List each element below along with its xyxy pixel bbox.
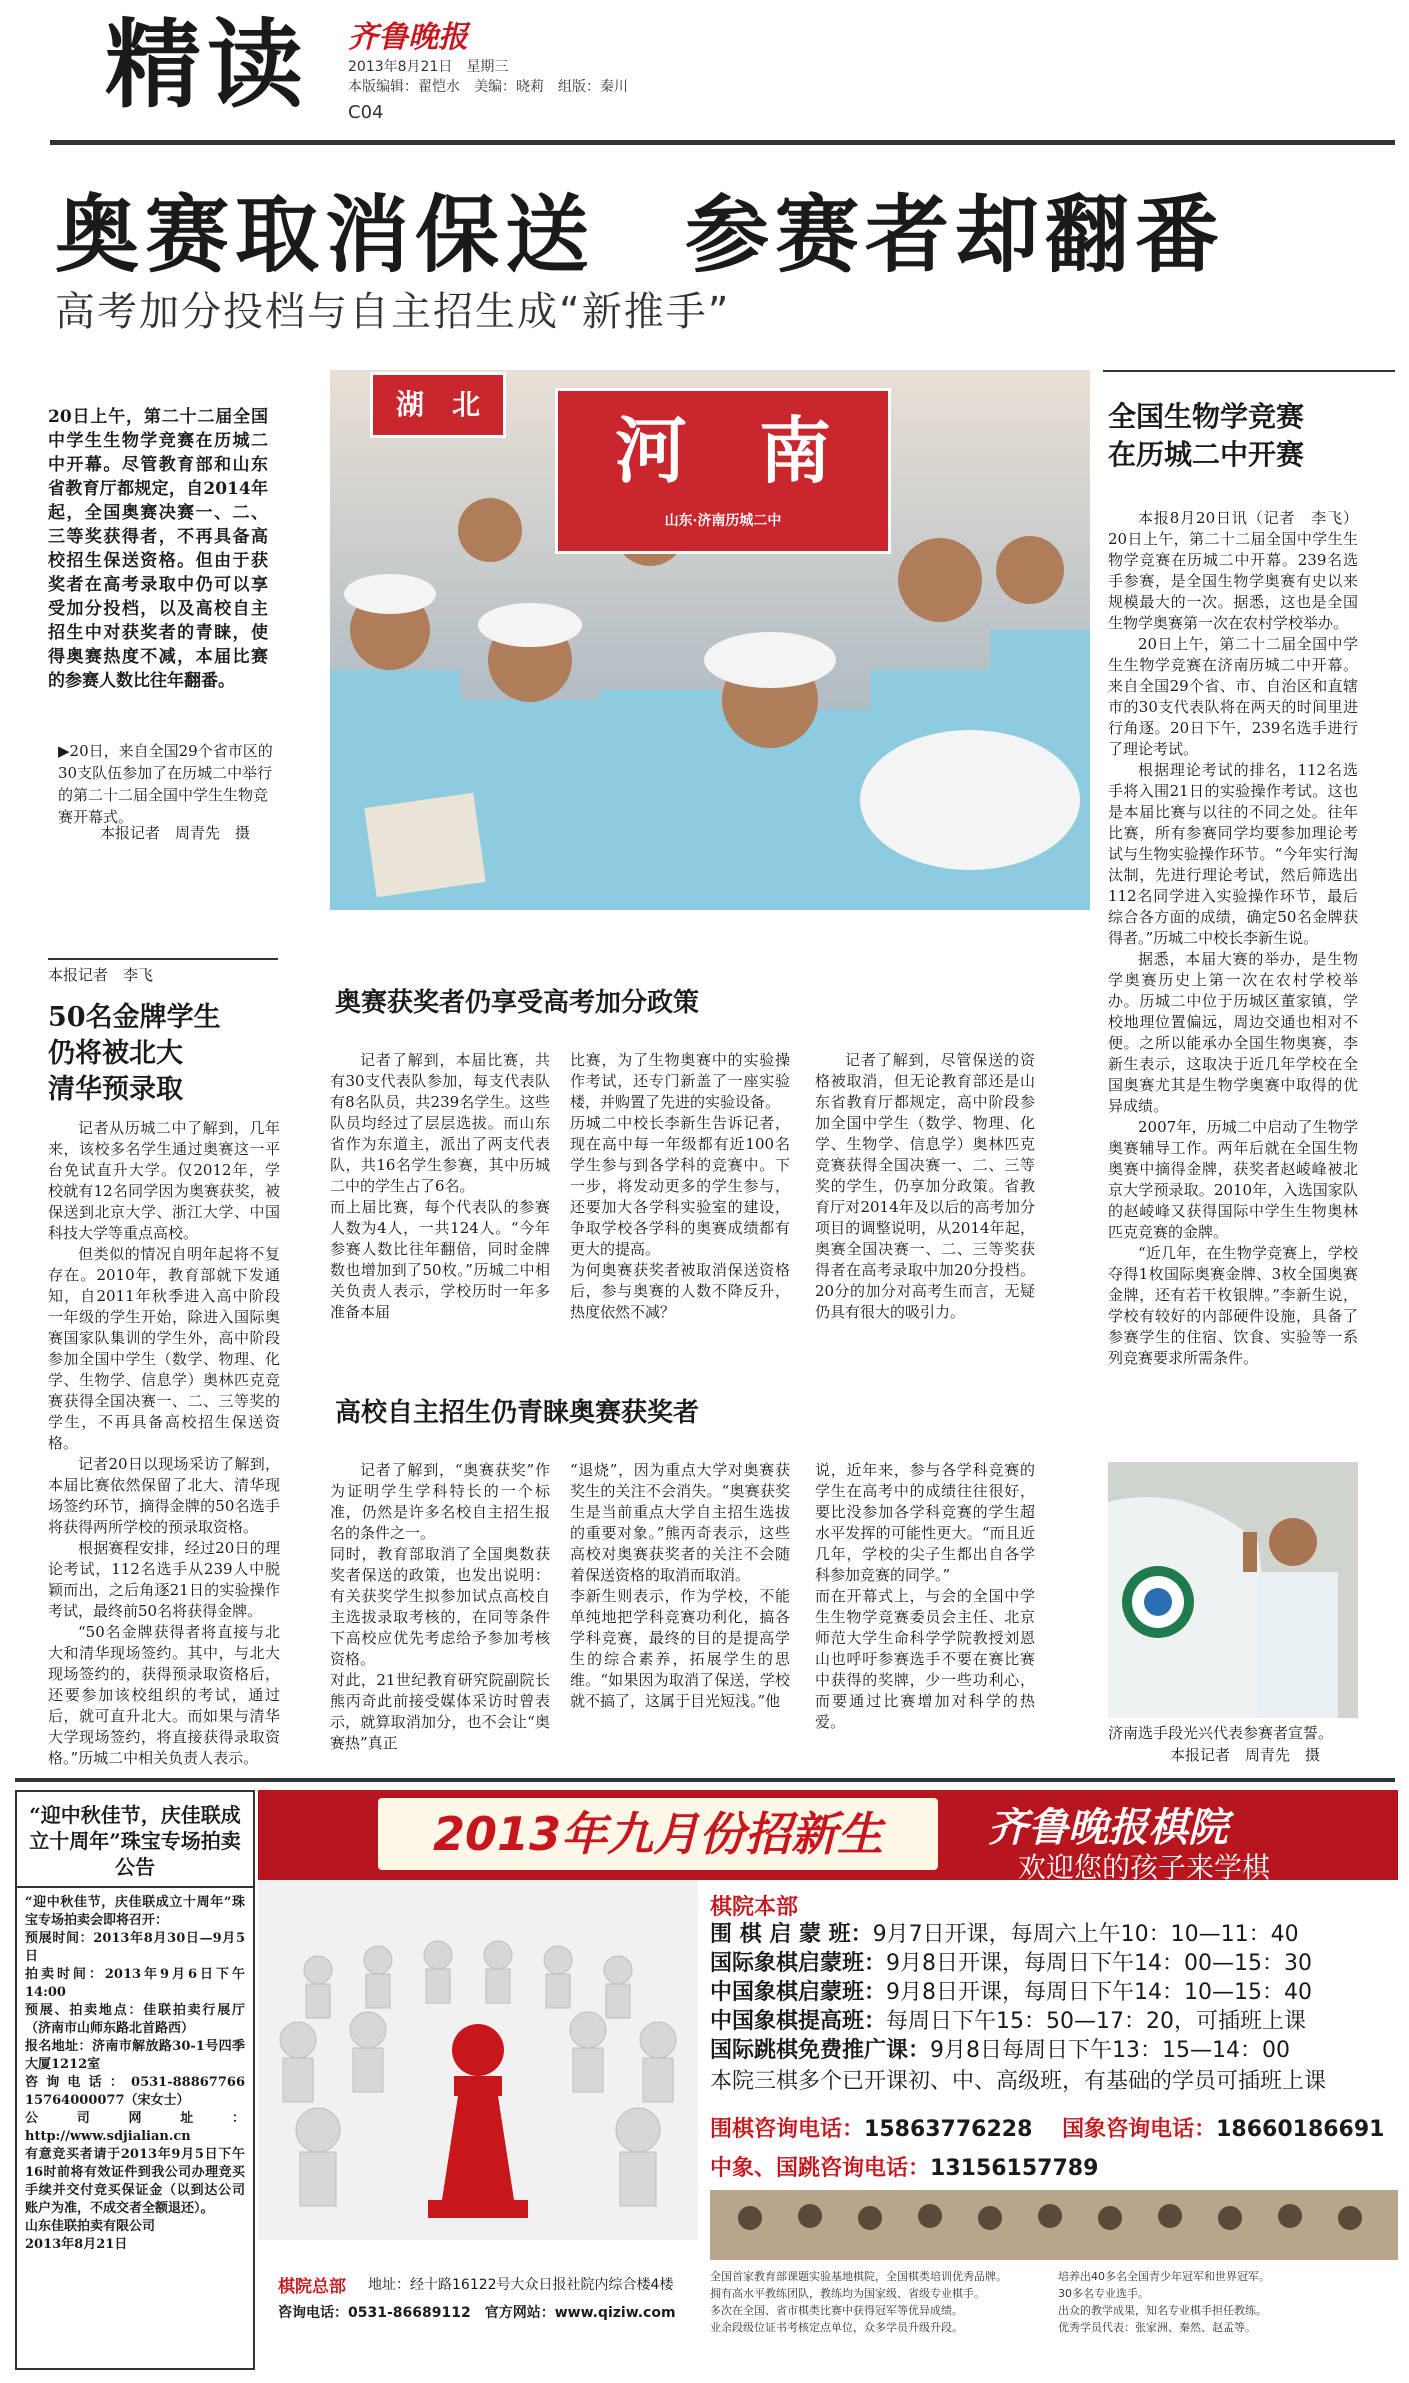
mid-story2-title: 高校自主招生仍青睐奥赛获奖者 (335, 1398, 700, 1428)
phone-line (710, 2112, 1390, 2143)
main-photo (330, 370, 1090, 910)
mid-story1-col3: 记者了解到，尽管保送的资格被取消，但无论教育部还是山东省教育厅都规定，高中阶段参加全国中学生（数学、物理、化学、生物学、信息学）奥林匹克竞赛获得全国决赛一、二、三等奖的学生，仍享加分政策。省教育厅对2014年及以后的高考加分项目的调整说明，从2014年起，奥赛全国决赛一、二、三等奖获得者在高考录取中加20分投档。20分的加分对高考生而言，无疑仍具有很大的吸引力。 (815, 1051, 1035, 1321)
course-list (710, 1920, 1390, 2096)
course-row (710, 1978, 1390, 2007)
course-detail: 9月7日开课，每周六上午10：10—11：40 (872, 1922, 1299, 1947)
course-row (710, 1920, 1390, 1949)
headline: 奥赛取消保送 参赛者却翻番 (55, 185, 1226, 284)
phone2-number: 18660186691 (1216, 2117, 1385, 2142)
phone3-label: 中象、国跳咨询电话： (710, 2156, 931, 2181)
auction-ad (15, 1790, 255, 2370)
achievement-item: 培养出40多名全国青少年冠军和世界冠军。 (1058, 2270, 1270, 2283)
oath-photo (1108, 1462, 1358, 1718)
ad-school-name: 齐鲁晚报棋院 (988, 1804, 1228, 1851)
hq-label: 棋院总部 (278, 2277, 346, 2297)
main-photo-caption: ▶20日，来自全国29个省市区的30支队伍参加了在历城二中举行的第二十二届全国中学生生物竞赛开幕式。 (58, 742, 273, 826)
editors-line: 本版编辑：翟恺水 美编：晓莉 组版：秦川 (348, 79, 628, 95)
oath-illustration (1108, 1462, 1358, 1718)
main-photo-credit: 本报记者 周青先 摄 (100, 824, 251, 842)
left-story-p3: 记者20日以现场采访了解到，本届比赛依然保留了北大、清华现场签约环节，摘得金牌的50名选手将获得两所学校的预录取资格。 (48, 1455, 280, 1536)
newspaper-logo: 齐鲁晚报 (348, 20, 468, 55)
right-story-p6: “近几年，在生物学竞赛上，学校夺得1枚国际奥赛金牌、3枚全国奥赛金牌，还有若干枚银牌。”李新生说，学校有较好的内部硬件设施，具备了参赛学生的住宿、饮食、实验等一系列竞赛要求所需条件。 (1108, 1244, 1358, 1367)
phone-line (710, 2151, 1390, 2182)
mid-story1-col1: 记者了解到，本届比赛，共有30支代表队参加，每支代表队有8名队员，共239名学生。这些队员均经过了层层选拔。而山东省作为东道主，派出了两支代表队，共16名学生参赛，其中历城二中的学生占了6名。 而上届比赛，每个代表队的参赛人数为4人，一共124人。“今年参赛人数比往年翻倍，同时金牌数也增加到了50枚。”历城二中相关负责人表示，学校历时一年多准备本届 (330, 1051, 550, 1321)
ad-banner-title: 2013年九月份招新生 (378, 1798, 938, 1870)
sign-hubei: 湖 北 (370, 372, 506, 438)
lead-paragraph: 20日上午，第二十二届全国中学生生物学竞赛在历城二中开幕。尽管教育部和山东省教育厅都规定，自2014年起，全国奥赛决赛一、二、三等奖获得者，不再具备高校招生保送资格。但由于获奖者在高考录取中仍可以享受加分投档，以及高校自主招生中对获奖者的青睐，使得奥赛热度不减，本届比赛的参赛人数比往年翻番。 (48, 407, 268, 691)
course-detail: 9月8日开课，每周日下午14：10—15：40 (886, 1980, 1312, 2005)
ad-separator-rule (15, 1778, 1395, 1782)
subhead: 高考加分投档与自主招生成“新推手” (55, 289, 731, 335)
achievement-item: 业余段级位证书考核定点单位，众多学员升级升段。 (710, 2321, 963, 2334)
achievement-item: 优秀学员代表：张家洲、秦然、赵孟等。 (1058, 2321, 1256, 2334)
auction-ad-body: “迎中秋佳节，庆佳联成立十周年”珠宝专场拍卖会即将召开： 预展时间：2013年8月30日—9月5日 拍卖时间：2013年9月6日下午14:00 预展、拍卖地点：佳联拍卖行展厅（济南市山师东路北首路西） 报名地址：济南市解放路30-1号四季大厦1212室 咨询电话：0531-88867766 15764000077（宋女士） 公司网址：http://www.sdjialian.cn 有意竞买者请于2013年9月5日下午16时前将有效证件到我公司办理竞买手续并交付竞买保证金（以到达公司账户为准，不成交者全额退还）。 山东佳联拍卖有限公司 2013年8月21日 (25, 1895, 245, 2252)
achievements-right (1058, 2268, 1388, 2336)
right-story-p5: 2007年，历城二中启动了生物学奥赛辅导工作。两年后就在全国生物奥赛中摘得金牌，获奖者赵崚峰被北京大学预录取。2010年，入选国家队的赵崚峰又获得国际中学生生物奥林匹克竞赛的金牌。 (1108, 1118, 1358, 1241)
course-name: 国际象棋启蒙班： (710, 1951, 887, 1976)
hq-address: 地址：经十路16122号大众日报社院内综合楼4楼 (368, 2277, 674, 2293)
right-story-title-line1: 全国生物学竞赛 (1108, 400, 1305, 433)
mid-story2-col3: 说，近年来，参与各学科竞赛的学生在高考中的成绩往往很好，要比没参加各学科竞赛的学生超水平发挥的可能性更大。“而且近几年，学校的尖子生都出自各学科参加竞赛的同学。” 而在开幕式上，与会的全国中学生生物学竞赛委员会主任、北京师范大学生命科学学院教授刘恩山也呼吁参赛选手不要在赛比赛中获得的奖牌，少一些功利心，而要通过比赛增加对科学的热爱。 (815, 1461, 1035, 1731)
course-detail: 每周日下午15：50—17：20，可插班上课 (886, 2009, 1306, 2034)
right-story-p3: 根据理论考试的排名，112名选手将入围21日的实验操作考试。这也是本届比赛与以往的不同之处。往年比赛，所有参赛同学均要参加理论考试与生物实验操作环节。“今年实行淘汰制，先进行理论考试，然后筛选出112名同学进入实验操作环节，最后综合各方面的成绩，确定50名金牌获得者。”历城二中校长李新生说。 (1108, 761, 1358, 947)
left-story-p5: “50名金牌获得者将直接与北大和清华现场签约。其中，与北大现场签约的，获得预录取资格后，还要参加该校组织的考试，通过后，就可直升北大。而如果与清华大学现场签约，将直接获得录取资格。”历城二中相关负责人表示。 (48, 1623, 280, 1767)
right-story-p4: 据悉，本届大赛的举办，是生物学奥赛历史上第一次在农村学校举办。历城二中位于历城区董家镇，学校地理位置偏远，周边交通也相对不便。之所以能承办全国生物奥赛，李新生表示，这取决于近几年学校在全国奥赛尤其是生物学奥赛中取得的优异成绩。 (1108, 950, 1358, 1115)
left-story-p4: 根据赛程安排，经过20日的理论考试，112名选手从239人中脱颖而出，之后角逐21日的实验操作考试，最终前50名将获得金牌。 (48, 1539, 280, 1620)
left-story-title (48, 1000, 278, 1108)
oath-photo-caption: 济南选手段光兴代表参赛者宣誓。 (1108, 1724, 1334, 1742)
section-title: 精读 (105, 8, 309, 121)
course-row (710, 2007, 1390, 2036)
group-photo (710, 2190, 1398, 2260)
left-story-byline: 本报记者 李飞 (48, 966, 154, 984)
mid-story1-title: 奥赛获奖者仍享受高考加分政策 (335, 988, 700, 1018)
course-note: 本院三棋多个已开课初、中、高级班，有基础的学员可插班上课 (710, 2069, 1327, 2094)
course-detail: 9月8日开课，每周日下午14：00—15：30 (886, 1951, 1312, 1976)
left-story-title-line1: 50名金牌学生 (48, 1002, 221, 1033)
course-name: 中国象棋提高班： (710, 2009, 887, 2034)
sign-henan (555, 388, 891, 554)
course-row (710, 2036, 1390, 2065)
course-detail: 9月8日每周日下午13：15—14：00 (930, 2038, 1290, 2063)
right-story-title (1108, 398, 1398, 474)
page-number: C04 (348, 102, 384, 123)
right-story-p2: 20日上午，第二十二届全国中学生生物学竞赛在济南历城二中开幕。来自全国29个省、市、自治区和直辖市的30支代表队将在两天的时间里进行角逐。20日下午，239名选手进行了理论考试。 (1108, 635, 1358, 758)
achievement-item: 30多名专业选手。 (1058, 2287, 1149, 2300)
right-story-p1: 本报8月20日讯（记者 李飞）20日上午，第二十二届全国中学生生物学竞赛在历城二中开幕。239名选手参赛，是全国生物学奥赛有史以来规模最大的一次。据悉，这也是全国生物学奥赛第一次在农村学校举办。 (1108, 509, 1358, 632)
right-story-rule (1103, 370, 1395, 372)
left-story-rule (48, 958, 278, 960)
chess-school-ad (258, 1790, 1398, 2370)
ad-slogan: 欢迎您的孩子来学棋 (1018, 1851, 1271, 1884)
pawns-graphic (258, 1880, 698, 2240)
left-story-body (48, 1118, 280, 1769)
phone1-number: 15863776228 (864, 2117, 1033, 2142)
left-story-p1: 记者从历城二中了解到，几年来，该校多名学生通过奥赛这一平台免试直升大学。仅2012年，学校就有12名同学因为奥赛获奖，被保送到北京大学、浙江大学、中国科技大学等重点高校。 (48, 1119, 280, 1242)
course-name: 国际跳棋免费推广课： (710, 2038, 931, 2063)
date-line: 2013年8月21日 星期三 (348, 59, 509, 75)
phone3-number: 13156157789 (930, 2156, 1099, 2181)
course-name: 围 棋 启 蒙 班： (710, 1922, 873, 1947)
sign-henan-text: 河 南 (614, 408, 831, 493)
left-story-title-line3: 清华预录取 (48, 1074, 183, 1105)
oath-photo-credit: 本报记者 周青先 摄 (1170, 1746, 1321, 1764)
left-story-p2: 但类似的情况自明年起将不复存在。2010年，教育部就下发通知，自2011年秋季进入高中阶段一年级的学生开始，除进入国际奥赛国家队集训的学生外，高中阶段参加全国中学生（数学、物理、化学、生物学、信息学）奥林匹克竞赛获得全国决赛一、二、三等奖的学生，不再具备高校招生保送资格。 (48, 1245, 280, 1452)
sign-henan-subtext: 山东·济南历城二中 (664, 513, 782, 529)
right-story-title-line2: 在历城二中开赛 (1108, 438, 1305, 471)
mid-story2-col2: “退烧”，因为重点大学对奥赛获奖生的关注不会消失。“奥赛获奖生是当前重点大学自主招生选拔的重要对象。”熊丙奇表示，这些高校对奥赛获奖者的关注不会随着保送资格的取消而取消。 李新生则表示，作为学校，不能单纯地把学科竞赛功利化，搞各学科竞赛，最终的目的是提高学生的综合素养，拓展学生的思维。“如果因为取消了保送，学校就不搞了，这属于目光短浅。”他 (570, 1461, 790, 1710)
masthead-rule (50, 140, 1395, 145)
phone-block (710, 2112, 1390, 2182)
achievements-left (710, 2268, 1050, 2336)
course-row (710, 1949, 1390, 1978)
chess-illustration (258, 1880, 698, 2240)
right-story-body (1108, 508, 1358, 1369)
phone1-label: 围棋咨询电话： (710, 2117, 865, 2142)
achievement-item: 全国首家教育部课题实验基地棋院，全国棋类培训优秀品牌。 (710, 2270, 1007, 2283)
group-photo-graphic (710, 2190, 1398, 2260)
mid-story1-col2: 比赛，为了生物奥赛中的实验操作考试，还专门新盖了一座实验楼，并购置了先进的实验设备。 历城二中校长李新生告诉记者，现在高中每一年级都有近100名学生参与到各学科的竞赛中。下一步，将发动更多的学生参与，还要加大各学科实验室的建设，争取学校各学科的奥赛成绩都有更大的提高。 为何奥赛获奖者被取消保送资格后，参与奥赛的人数不降反升，热度依然不减？ (570, 1051, 790, 1321)
ad-section-label: 棋院本部 (710, 1895, 799, 1920)
course-name: 中国象棋启蒙班： (710, 1980, 887, 2005)
achievement-item: 多次在全国、省市棋类比赛中获得冠军等优异成绩。 (710, 2304, 963, 2317)
achievement-item: 出众的教学成果，知名专业棋手担任教练。 (1058, 2304, 1267, 2317)
hq-phone: 咨询电话：0531-86689112 官方网站：www.qiziw.com (278, 2305, 676, 2321)
phone2-label: 国象咨询电话： (1062, 2117, 1217, 2142)
mid-story2-col1: 记者了解到，“奥赛获奖”作为证明学生学科特长的一个标准，仍然是许多名校自主招生报名的条件之一。 同时，教育部取消了全国奥数获奖者保送的政策，也发出说明：有关获奖学生拟参加试点高校自主选拔录取考核的，在同等条件下高校应优先考虑给予参加考核资格。 对此，21世纪教育研究院副院长熊丙奇此前接受媒体采访时曾表示，就算取消加分，也不会让“奥赛热”真正 (330, 1461, 550, 1752)
auction-ad-title: “迎中秋佳节，庆佳联成立十周年”珠宝专场拍卖公告 (17, 1792, 253, 1888)
left-story-title-line2: 仍将被北大 (48, 1038, 183, 1069)
achievement-item: 拥有高水平教练团队，教练均为国家级、省级专业棋手。 (710, 2287, 985, 2300)
